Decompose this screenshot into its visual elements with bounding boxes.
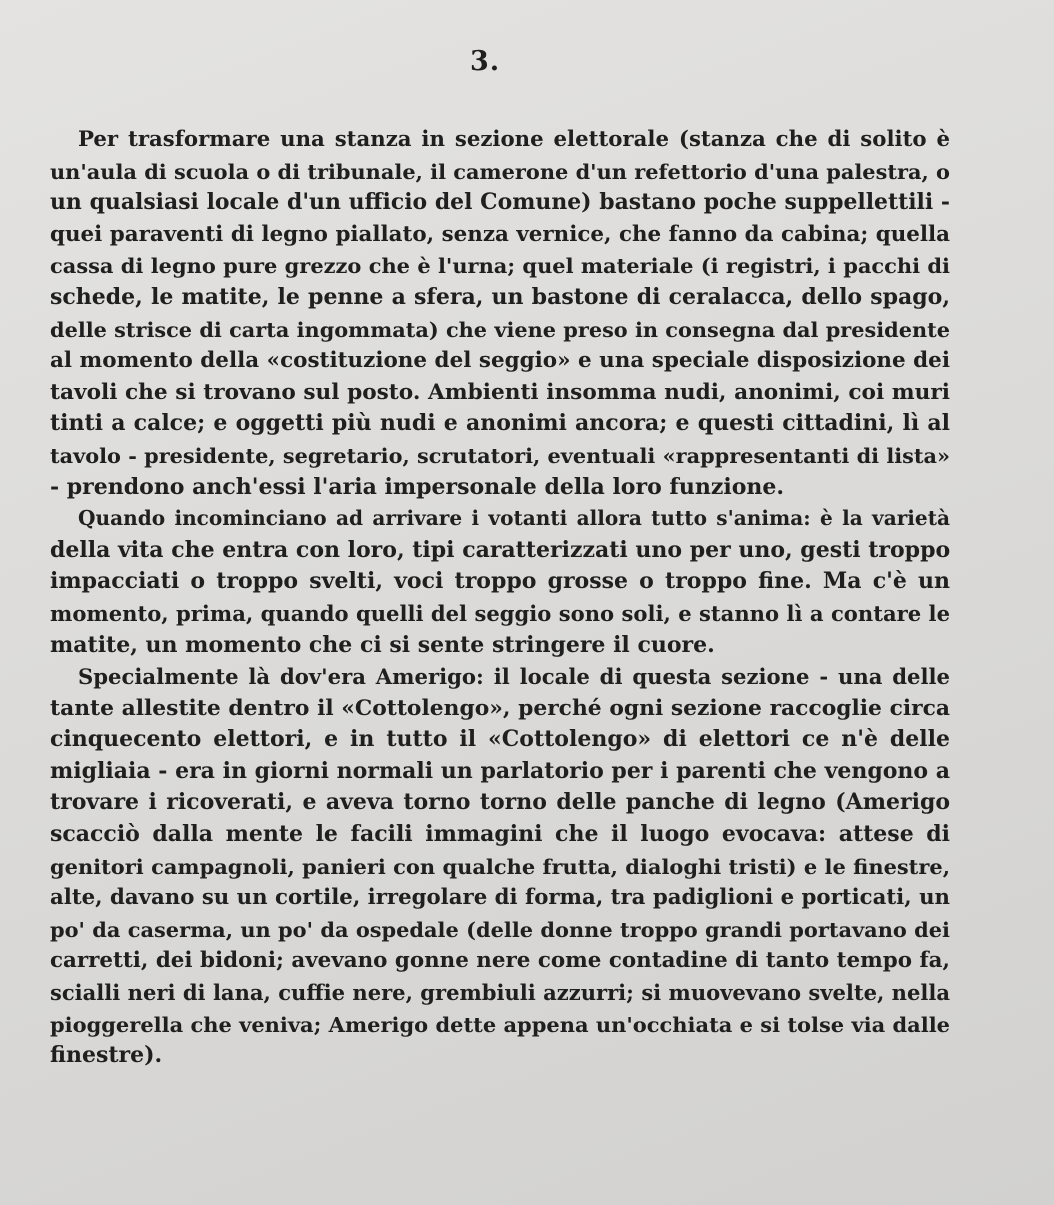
text-line: - prendono anch'essi l'aria impersonale della loro funzione. <box>50 473 785 500</box>
text-line: tavolo - presidente, segretario, scrutatori, eventuali «rappresentanti di lista» <box>50 442 950 468</box>
text-line: genitori campagnoli, panieri con qualche frutta, dialoghi tristi) e le finestre, <box>50 853 950 879</box>
text-line: scialli neri di lana, cuffie nere, grembiuli azzurri; si muovevano svelte, nella <box>50 980 950 1006</box>
text-line: Quando incominciano ad arrivare i votanti allora tutto s'anima: è la varietà <box>78 506 950 531</box>
text-line: della vita che entra con loro, tipi caratterizzati uno per uno, gesti troppo <box>50 536 951 563</box>
paragraph-1 <box>50 124 950 503</box>
text-line: po' da caserma, un po' da ospedale (delle donne troppo grandi portavano dei <box>50 916 950 942</box>
paragraph-2 <box>50 503 950 661</box>
paragraph-3 <box>50 661 950 1072</box>
chapter-number: 3. <box>470 46 501 77</box>
text-line: tante allestite dentro il «Cottolengo», perché ogni sezione raccoglie circa <box>50 695 950 721</box>
text-line: tavoli che si trovano sul posto. Ambienti insomma nudi, anonimi, coi muri <box>50 379 950 405</box>
text-line: delle strisce di carta ingommata) che viene preso in consegna dal presidente <box>50 316 950 342</box>
text-line: un qualsiasi locale d'un ufficio del Comune) bastano poche suppellettili - <box>50 189 950 216</box>
text-line: impacciati o troppo svelti, voci troppo grosse o troppo fine. Ma c'è un <box>50 568 950 595</box>
text-line: schede, le matite, le penne a sfera, un bastone di ceralacca, dello spago, <box>50 283 950 310</box>
text-line: Specialmente là dov'era Amerigo: il locale di questa sezione - una delle <box>78 664 950 690</box>
text-line: quei paraventi di legno piallato, senza vernice, che fanno da cabina; quella <box>50 221 950 247</box>
text-line: scacciò dalla mente le facili immagini che il luogo evocava: attese di <box>50 821 950 848</box>
text-line: pioggerella che veniva; Amerigo dette appena un'occhiata e si tolse via dalle <box>50 1011 950 1037</box>
text-line: matite, un momento che ci si sente stringere il cuore. <box>50 631 715 658</box>
text-line: finestre). <box>50 1042 163 1069</box>
text-line: tinti a calce; e oggetti più nudi e anonimi ancora; e questi cittadini, lì al <box>50 410 950 437</box>
text-line: momento, prima, quando quelli del seggio sono soli, e stanno lì a contare le <box>50 600 950 626</box>
page-body <box>50 124 950 1072</box>
text-line: al momento della «costituzione del seggio» e una speciale disposizione dei <box>50 348 950 374</box>
text-line: trovare i ricoverati, e aveva torno torno delle panche di legno (Amerigo <box>50 789 950 816</box>
text-line: migliaia - era in giorni normali un parlatorio per i parenti che vengono a <box>50 757 950 784</box>
text-line: un'aula di scuola o di tribunale, il camerone d'un refettorio d'una palestra, o <box>50 158 950 184</box>
text-line: Per trasformare una stanza in sezione elettorale (stanza che di solito è <box>78 127 950 152</box>
text-line: cinquecento elettori, e in tutto il «Cottolengo» di elettori ce n'è delle <box>50 726 950 753</box>
text-line: carretti, dei bidoni; avevano gonne nere come contadine di tanto tempo fa, <box>50 948 950 974</box>
text-line: alte, davano su un cortile, irregolare di forma, tra padiglioni e porticati, un <box>50 885 950 911</box>
text-line: cassa di legno pure grezzo che è l'urna; quel materiale (i registri, i pacchi di <box>50 253 950 279</box>
